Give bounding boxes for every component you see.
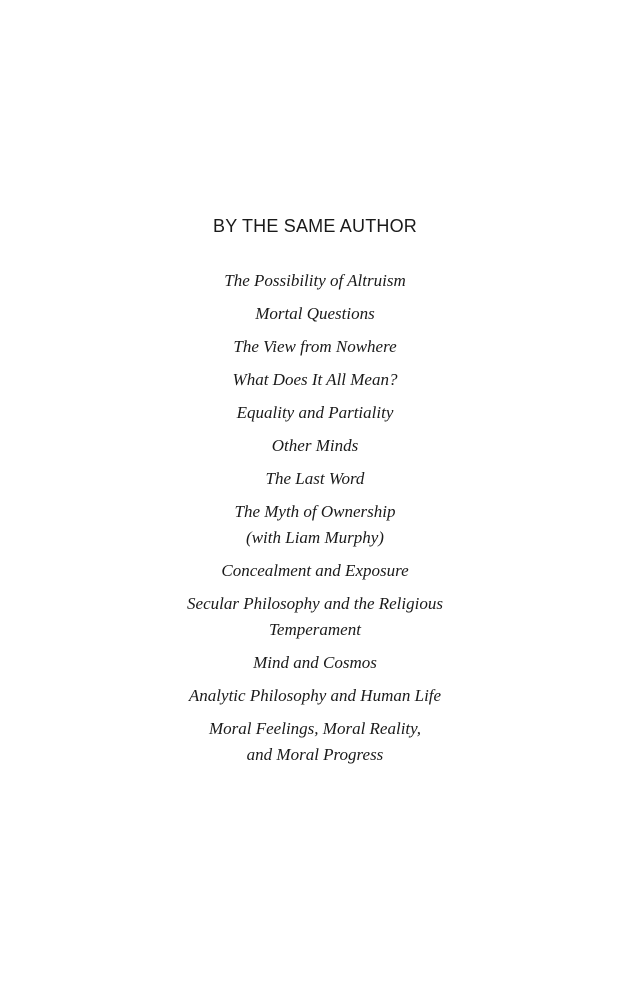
- book-title-line: (with Liam Murphy): [246, 528, 384, 547]
- book-title: [0, 466, 630, 492]
- book-title: [0, 591, 630, 643]
- book-title: [0, 683, 630, 709]
- book-title-line: Mortal Questions: [255, 304, 375, 323]
- book-title: [0, 301, 630, 327]
- book-title: [0, 499, 630, 551]
- book-title: [0, 558, 630, 584]
- book-list: [0, 268, 630, 775]
- book-title-line: Moral Feelings, Moral Reality,: [209, 719, 421, 738]
- book-title: [0, 433, 630, 459]
- book-title: [0, 367, 630, 393]
- book-title: [0, 716, 630, 768]
- book-title-line: The Myth of Ownership: [234, 502, 396, 521]
- book-title-line: Temperament: [269, 620, 361, 639]
- book-title: [0, 400, 630, 426]
- book-title-line: Analytic Philosophy and Human Life: [188, 686, 442, 705]
- book-title-line: The Possibility of Altruism: [224, 271, 406, 290]
- book-title-line: Equality and Partiality: [236, 403, 394, 422]
- book-title: [0, 268, 630, 294]
- book-title: [0, 334, 630, 360]
- book-title-line: Mind and Cosmos: [253, 653, 377, 672]
- book-title-line: Other Minds: [271, 436, 359, 455]
- book-title-line: and Moral Progress: [246, 745, 384, 764]
- book-title-line: Secular Philosophy and the Religious: [187, 594, 443, 613]
- book-title: [0, 650, 630, 676]
- book-title-line: What Does It All Mean?: [232, 370, 398, 389]
- book-title-line: The Last Word: [265, 469, 365, 488]
- book-title-line: Concealment and Exposure: [221, 561, 409, 580]
- book-title-line: The View from Nowhere: [233, 337, 397, 356]
- page-heading: BY THE SAME AUTHOR: [213, 216, 417, 236]
